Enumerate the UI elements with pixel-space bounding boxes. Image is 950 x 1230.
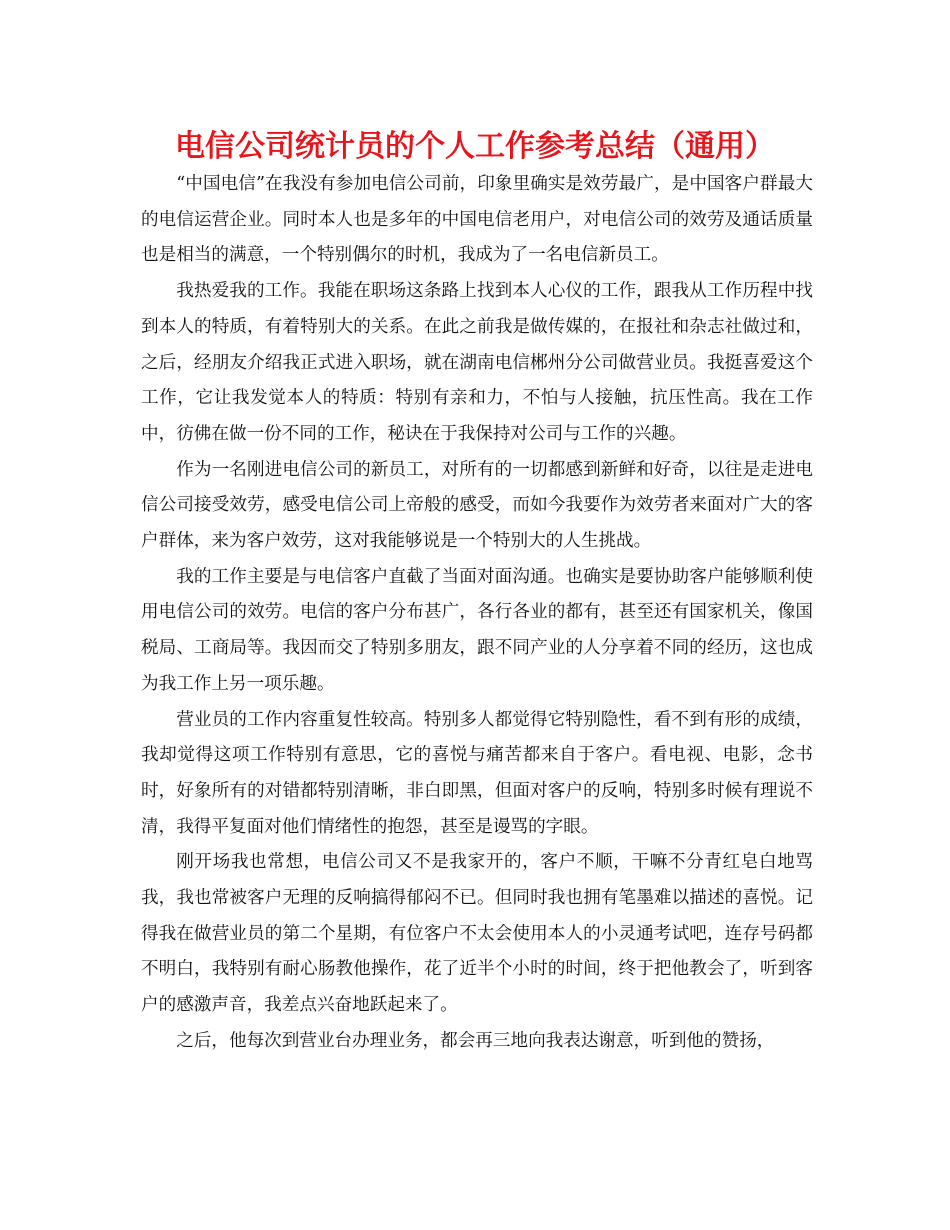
- paragraph-2: 我热爱我的工作。我能在职场这条路上找到本人心仪的工作，跟我从工作历程中找到本人的特质，有着特别大的关系。在此之前我是做传媒的，在报社和杂志社做过和，之后，经朋友介绍我正式进入职场，就在湖南电信郴州分公司做营业员。我挺喜爱这个工作，它让我发觉本人的特质：特别有亲和力，不怕与人接触，抗压性高。我在工作中，彷佛在做一份不同的工作，秘诀在于我保持对公司与工作的兴趣。: [141, 281, 813, 444]
- paragraph-3: 作为一名刚进电信公司的新员工，对所有的一切都感到新鲜和好奇，以往是走进电信公司接受效劳，感受电信公司上帝般的感受，而如今我要作为效劳者来面对广大的客户群体，来为客户效劳，这对我能够说是一个特别大的人生挑战。: [141, 459, 813, 552]
- paragraph-7: 之后，他每次到营业台办理业务，都会再三地向我表达谢意，听到他的赞扬，: [176, 1030, 775, 1051]
- document-body: [141, 167, 813, 1060]
- paragraph-6: 刚开场我也常想，电信公司又不是我家开的，客户不顺，干嘛不分青红皂白地骂我，我也常被客户无理的反响搞得郁闷不已。但同时我也拥有笔墨难以描述的喜悦。记得我在做营业员的第二个星期，有位客户不太会使用本人的小灵通考试吧，连存号码都不明白，我特别有耐心肠教他操作，花了近半个小时的时间，终于把他教会了，听到客户的感激声音，我差点兴奋地跃起来了。: [141, 852, 813, 1016]
- paragraph-4: 我的工作主要是与电信客户直截了当面对面沟通。也确实是要协助客户能够顺利使用电信公司的效劳。电信的客户分布甚广，各行各业的都有，甚至还有国家机关，像国税局、工商局等。我因而交了特别多朋友，跟不同产业的人分享着不同的经历，这也成为我工作上另一项乐趣。: [141, 566, 813, 694]
- document-title: 电信公司统计员的个人工作参考总结（通用）: [175, 129, 775, 164]
- paragraph-5: 营业员的工作内容重复性较高。特别多人都觉得它特别隐性，看不到有形的成绩，我却觉得这项工作特别有意思，它的喜悦与痛苦都来自于客户。看电视、电影，念书时，好象所有的对错都特别清晰，非白即黑，但面对客户的反响，特别多时候有理说不清，我得平复面对他们情绪性的抱怨，甚至是谩骂的字眼。: [141, 709, 813, 837]
- paragraph-1: “中国电信”在我没有参加电信公司前，印象里确实是效劳最广，是中国客户群最大的电信运营企业。同时本人也是多年的中国电信老用户，对电信公司的效劳及通话质量也是相当的满意，一个特别偶尔的时机，我成为了一名电信新员工。: [141, 174, 813, 266]
